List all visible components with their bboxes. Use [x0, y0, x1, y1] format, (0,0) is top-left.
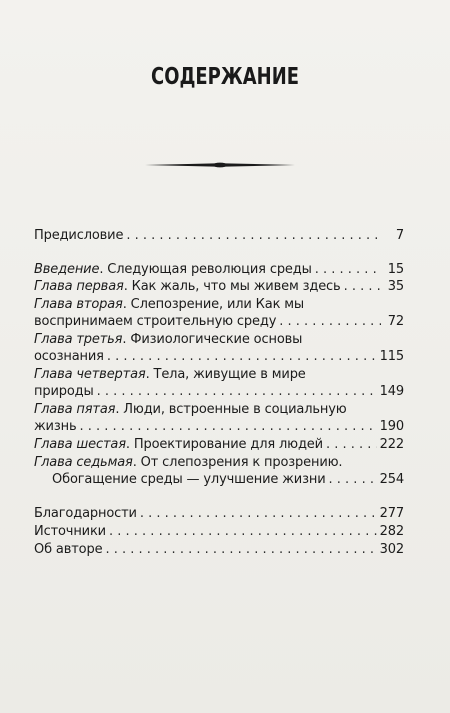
- toc-page-number: 72: [387, 314, 404, 329]
- toc-page-number: 149: [379, 384, 404, 399]
- toc-entry-chapter-3[interactable]: [34, 331, 404, 365]
- toc-chapter-prefix: Глава четвертая: [34, 367, 146, 382]
- toc-chapter-title: . Слепозрение, или Как мы: [122, 297, 305, 312]
- toc-chapter-title: . Люди, встроенные в социальную: [115, 402, 347, 417]
- toc-chapter-title: . Следующая революция среды: [99, 262, 312, 277]
- toc-entry-label: Предисловие: [34, 228, 124, 243]
- toc-chapter-title-cont: осознания: [34, 349, 104, 364]
- divider-ornament: [145, 160, 295, 170]
- leader-dots: [79, 418, 376, 435]
- toc-chapter-title: . Физиологические основы: [122, 332, 303, 347]
- toc-page-number: 302: [379, 542, 404, 557]
- toc-entry-preface[interactable]: [34, 227, 404, 244]
- toc-chapter-prefix: Введение: [34, 262, 100, 277]
- toc-entry-about-author[interactable]: [34, 541, 404, 558]
- toc-entry-chapter-1[interactable]: [34, 278, 404, 295]
- toc-page-number: 277: [379, 506, 404, 521]
- toc-chapter-title: . От слепозрения к прозрению.: [132, 455, 343, 470]
- leader-dots: [326, 436, 377, 453]
- toc-chapter-title-cont: воспринимаем строительную среду: [34, 314, 277, 329]
- toc-page-number: 282: [379, 524, 404, 539]
- leader-dots: [109, 523, 377, 540]
- toc-chapter-title: . Тела, живущие в мире: [145, 367, 306, 382]
- toc-chapter-prefix: Глава вторая: [34, 297, 123, 312]
- toc-chapter-prefix: Глава третья: [34, 332, 123, 347]
- toc-chapter-title: . Проектирование для людей: [125, 437, 323, 452]
- leader-dots: [279, 313, 381, 330]
- toc-page-number: 222: [379, 437, 404, 452]
- toc-page-number: 254: [379, 472, 404, 487]
- toc-chapter-prefix: Глава первая: [34, 279, 124, 294]
- leader-dots: [329, 471, 377, 488]
- leader-dots: [107, 348, 377, 365]
- toc-entry-sources[interactable]: [34, 523, 404, 540]
- leader-dots: [315, 261, 381, 278]
- toc-entry-chapter-4[interactable]: [34, 366, 404, 400]
- toc-entry-chapter-6[interactable]: [34, 436, 404, 453]
- leader-dots: [105, 541, 376, 558]
- toc-page-number: 15: [387, 262, 404, 277]
- toc-page-number: 190: [379, 419, 404, 434]
- toc-entry-chapter-5[interactable]: [34, 401, 404, 435]
- toc-chapter-title: . Как жаль, что мы живем здесь: [123, 279, 341, 294]
- toc-page-number: 115: [379, 349, 404, 364]
- toc-entry-chapter-7[interactable]: [34, 454, 404, 488]
- toc-chapter-title-cont: жизнь: [34, 419, 77, 434]
- leader-dots: [126, 227, 381, 244]
- toc-chapter-prefix: Глава седьмая: [34, 455, 133, 470]
- toc-entry-label: Об авторе: [34, 542, 103, 557]
- leader-dots: [97, 383, 377, 400]
- toc-chapter-prefix: Глава шестая: [34, 437, 126, 452]
- toc-entry-label: Благодарности: [34, 506, 137, 521]
- leader-dots: [140, 505, 377, 522]
- leader-dots: [344, 278, 381, 295]
- page-title: СОДЕРЖАНИЕ: [151, 64, 299, 90]
- toc-page-number: 35: [387, 279, 404, 294]
- toc-chapter-title-cont: Обогащение среды — улучшение жизни: [52, 472, 326, 487]
- toc-entry-chapter-2[interactable]: [34, 296, 404, 330]
- toc-entry-introduction[interactable]: [34, 261, 404, 278]
- toc-chapter-prefix: Глава пятая: [34, 402, 116, 417]
- toc-entry-label: Источники: [34, 524, 106, 539]
- toc-page-number: 7: [395, 228, 404, 243]
- toc-chapter-title-cont: природы: [34, 384, 94, 399]
- toc-entry-acknowledgements[interactable]: [34, 505, 404, 522]
